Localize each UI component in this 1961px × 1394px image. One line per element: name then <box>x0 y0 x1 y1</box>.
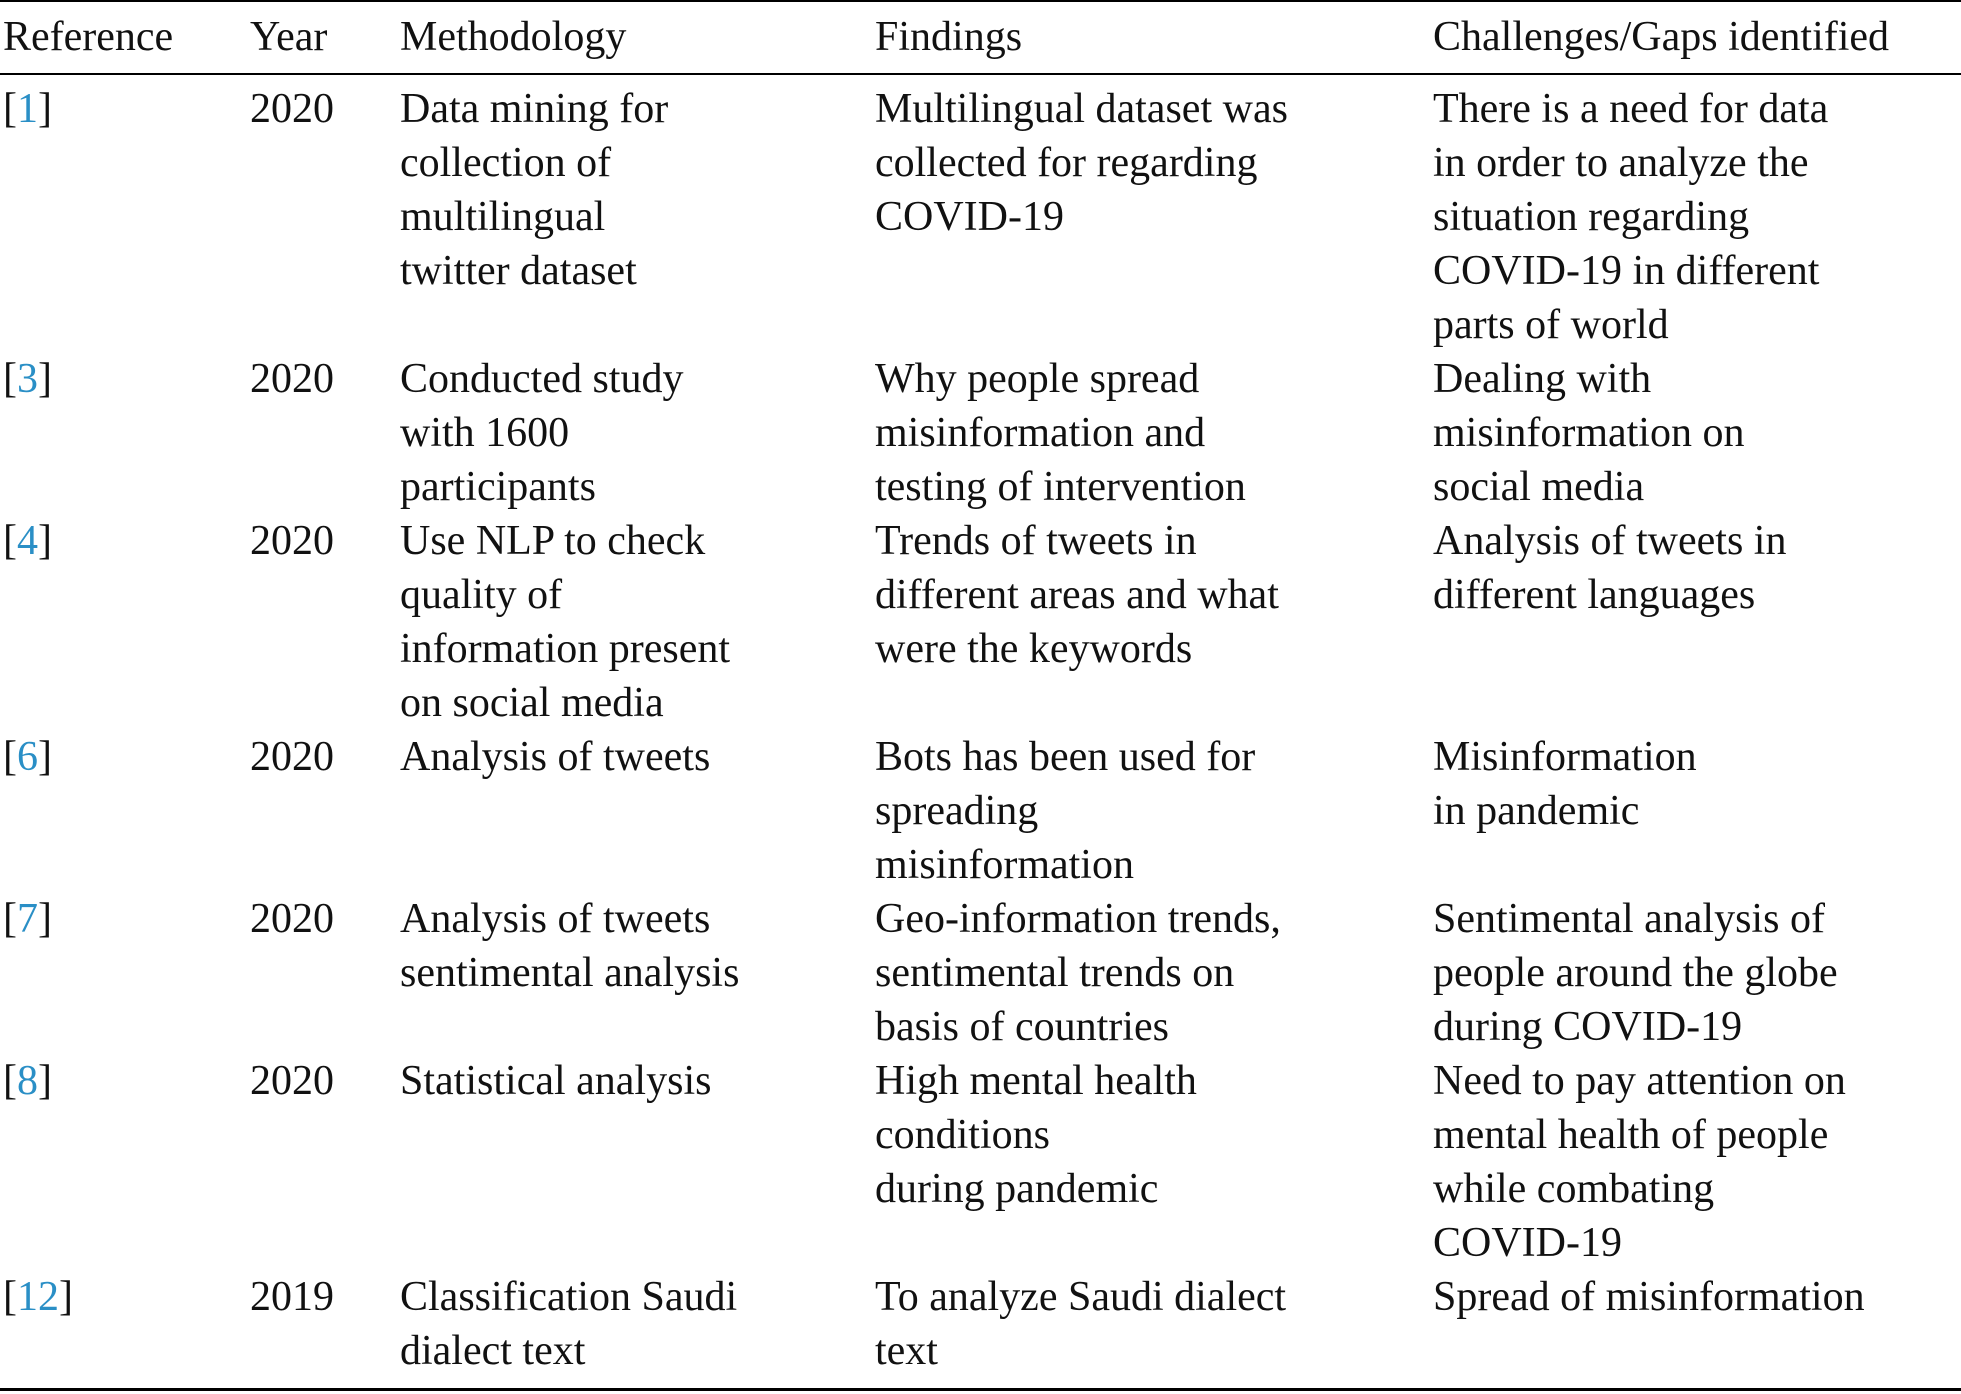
findings-line: different areas and what <box>875 572 1279 618</box>
year-cell: 2020 <box>250 86 334 132</box>
citation-open-bracket: [ <box>3 1274 17 1320</box>
citation-link[interactable]: 4 <box>17 518 38 564</box>
challenges-line: in pandemic <box>1433 788 1640 834</box>
citation-open-bracket: [ <box>3 896 17 942</box>
table-row <box>0 514 1961 730</box>
methodology-cell <box>400 730 875 892</box>
findings-cell <box>875 730 1433 892</box>
year-cell: 2020 <box>250 518 334 564</box>
table-body <box>0 74 1961 1378</box>
year-cell: 2020 <box>250 1058 334 1104</box>
methodology-line: Statistical analysis <box>400 1058 712 1104</box>
challenges-line: There is a need for data <box>1433 86 1829 132</box>
findings-line: during pandemic <box>875 1166 1159 1212</box>
methodology-cell <box>400 1270 875 1378</box>
reference-cell <box>0 514 250 730</box>
findings-cell <box>875 514 1433 730</box>
citation-close-bracket: ] <box>38 86 52 132</box>
challenges-line: Spread of misinformation <box>1433 1274 1865 1320</box>
methodology-line: dialect text <box>400 1328 586 1374</box>
findings-line: To analyze Saudi dialect <box>875 1274 1287 1320</box>
citation-open-bracket: [ <box>3 1058 17 1104</box>
methodology-line: multilingual <box>400 194 606 240</box>
methodology-cell <box>400 514 875 730</box>
findings-line: testing of intervention <box>875 464 1246 510</box>
citation-open-bracket: [ <box>3 734 17 780</box>
challenges-line: during COVID-19 <box>1433 1004 1743 1050</box>
findings-cell <box>875 1054 1433 1270</box>
reference-cell <box>0 730 250 892</box>
findings-line: Trends of tweets in <box>875 518 1197 564</box>
methodology-line: Analysis of tweets <box>400 896 711 942</box>
table-row <box>0 74 1961 352</box>
challenges-line: Misinformation <box>1433 734 1697 780</box>
challenges-line: situation regarding <box>1433 194 1750 240</box>
findings-line: misinformation <box>875 842 1134 888</box>
findings-line: basis of countries <box>875 1004 1169 1050</box>
methodology-line: Conducted study <box>400 356 684 402</box>
challenges-line: Dealing with <box>1433 356 1652 402</box>
reference-cell <box>0 892 250 1054</box>
findings-cell <box>875 74 1433 352</box>
table-row <box>0 1054 1961 1270</box>
findings-line: Bots has been used for <box>875 734 1256 780</box>
citation-close-bracket: ] <box>38 896 52 942</box>
challenges-line: Need to pay attention on <box>1433 1058 1846 1104</box>
citation-close-bracket: ] <box>38 734 52 780</box>
methodology-line: Classification Saudi <box>400 1274 738 1320</box>
challenges-line: Analysis of tweets in <box>1433 518 1787 564</box>
challenges-line: Sentimental analysis of <box>1433 896 1825 942</box>
findings-line: were the keywords <box>875 626 1193 672</box>
methodology-line: participants <box>400 464 596 510</box>
findings-line: High mental health <box>875 1058 1197 1104</box>
findings-line: misinformation and <box>875 410 1206 456</box>
table-row <box>0 1270 1961 1378</box>
citation-close-bracket: ] <box>38 356 52 402</box>
challenges-cell <box>1433 730 1961 892</box>
challenges-line: COVID-19 in different <box>1433 248 1820 294</box>
citation-link[interactable]: 3 <box>17 356 38 402</box>
findings-cell <box>875 352 1433 514</box>
header-row <box>0 0 1961 74</box>
citation-open-bracket: [ <box>3 518 17 564</box>
challenges-line: people around the globe <box>1433 950 1838 996</box>
methodology-line: with 1600 <box>400 410 570 456</box>
citation-link[interactable]: 7 <box>17 896 38 942</box>
findings-line: conditions <box>875 1112 1050 1158</box>
table-row <box>0 892 1961 1054</box>
table-row <box>0 730 1961 892</box>
citation-open-bracket: [ <box>3 356 17 402</box>
methodology-cell <box>400 1054 875 1270</box>
methodology-line: Data mining for <box>400 86 669 132</box>
challenges-line: different languages <box>1433 572 1756 618</box>
header-challenges: Challenges/Gaps identified <box>1433 14 1890 60</box>
methodology-line: quality of <box>400 572 563 618</box>
challenges-cell <box>1433 514 1961 730</box>
challenges-cell <box>1433 74 1961 352</box>
findings-line: collected for regarding <box>875 140 1258 186</box>
citation-close-bracket: ] <box>38 1058 52 1104</box>
challenges-cell <box>1433 1054 1961 1270</box>
header-findings: Findings <box>875 14 1023 60</box>
findings-line: COVID-19 <box>875 194 1064 240</box>
methodology-line: Analysis of tweets <box>400 734 711 780</box>
challenges-cell <box>1433 1270 1961 1378</box>
reference-cell <box>0 352 250 514</box>
findings-line: Why people spread <box>875 356 1200 402</box>
challenges-cell <box>1433 892 1961 1054</box>
citation-link[interactable]: 1 <box>17 86 38 132</box>
header-methodology: Methodology <box>400 14 627 60</box>
methodology-cell <box>400 352 875 514</box>
challenges-line: mental health of people <box>1433 1112 1829 1158</box>
reference-cell <box>0 74 250 352</box>
reference-cell <box>0 1054 250 1270</box>
challenges-line: in order to analyze the <box>1433 140 1809 186</box>
methodology-line: sentimental analysis <box>400 950 740 996</box>
methodology-cell <box>400 892 875 1054</box>
citation-link[interactable]: 8 <box>17 1058 38 1104</box>
citation-link[interactable]: 12 <box>17 1274 59 1320</box>
methodology-line: information present <box>400 626 731 672</box>
challenges-line: parts of world <box>1433 302 1669 348</box>
findings-line: Geo-information trends, <box>875 896 1281 942</box>
table-row <box>0 352 1961 514</box>
citation-open-bracket: [ <box>3 86 17 132</box>
challenges-line: misinformation on <box>1433 410 1745 456</box>
methodology-cell <box>400 74 875 352</box>
methodology-line: collection of <box>400 140 612 186</box>
findings-line: text <box>875 1328 938 1374</box>
year-cell: 2019 <box>250 1274 334 1320</box>
citation-close-bracket: ] <box>38 518 52 564</box>
challenges-cell <box>1433 352 1961 514</box>
reference-cell <box>0 1270 250 1378</box>
findings-line: Multilingual dataset was <box>875 86 1288 132</box>
header-reference: Reference <box>3 14 174 60</box>
methodology-line: on social media <box>400 680 664 726</box>
header-year: Year <box>250 14 328 60</box>
challenges-line: while combating <box>1433 1166 1715 1212</box>
citation-close-bracket: ] <box>59 1274 73 1320</box>
citation-link[interactable]: 6 <box>17 734 38 780</box>
challenges-line: COVID-19 <box>1433 1220 1622 1266</box>
findings-line: sentimental trends on <box>875 950 1235 996</box>
challenges-line: social media <box>1433 464 1645 510</box>
methodology-line: Use NLP to check <box>400 518 706 564</box>
bottom-rule <box>0 1388 1961 1391</box>
findings-line: spreading <box>875 788 1039 834</box>
methodology-line: twitter dataset <box>400 248 637 294</box>
findings-cell <box>875 892 1433 1054</box>
year-cell: 2020 <box>250 734 334 780</box>
year-cell: 2020 <box>250 896 334 942</box>
findings-cell <box>875 1270 1433 1378</box>
year-cell: 2020 <box>250 356 334 402</box>
